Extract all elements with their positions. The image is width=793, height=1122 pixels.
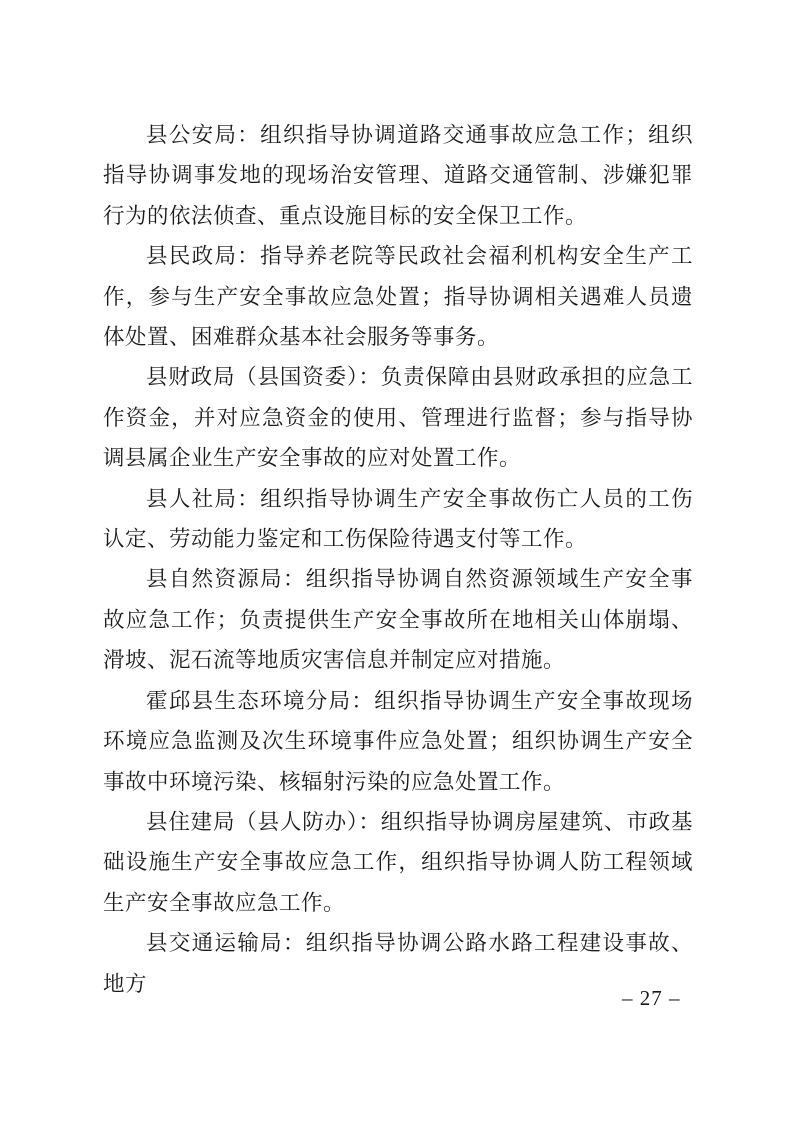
paragraph-housing-construction: 县住建局（县人防办）：组织指导协调房屋建筑、市政基础设施生产安全事故应急工作，组织指导协调人防工程领域生产安全事故应急工作。 xyxy=(103,809,693,916)
paragraph-civil-affairs: 县民政局：指导养老院等民政社会福利机构安全生产工作，参与生产安全事故应急处置；指导协调相关遇难人员遗体处置、困难群众基本社会服务等事务。 xyxy=(103,244,693,351)
paragraph-transportation: 县交通运输局：组织指导协调公路水路工程建设事故、地方 xyxy=(103,931,693,997)
paragraph-natural-resources: 县自然资源局：组织指导协调自然资源领域生产安全事故应急工作；负责提供生产安全事故所在地相关山体崩塌、滑坡、泥石流等地质灾害信息并制定应对措施。 xyxy=(103,567,693,674)
page-number: – 27 – xyxy=(622,986,681,1010)
paragraph-public-security: 县公安局：组织指导协调道路交通事故应急工作；组织指导协调事发地的现场治安管理、道路交通管制、涉嫌犯罪行为的依法侦查、重点设施目标的安全保卫工作。 xyxy=(103,123,693,229)
paragraph-finance: 县财政局（县国资委）：负责保障由县财政承担的应急工作资金，并对应急资金的使用、管理进行监督；参与指导协调县属企业生产安全事故的应对处置工作。 xyxy=(103,365,693,472)
paragraph-human-resources: 县人社局：组织指导协调生产安全事故伤亡人员的工伤认定、劳动能力鉴定和工伤保险待遇支付等工作。 xyxy=(103,486,693,553)
paragraph-ecology-environment: 霍邱县生态环境分局：组织指导协调生产安全事故现场环境应急监测及次生环境事件应急处置；组织协调生产安全事故中环境污染、核辐射污染的应急处置工作。 xyxy=(103,688,693,795)
document-body xyxy=(103,116,693,1005)
